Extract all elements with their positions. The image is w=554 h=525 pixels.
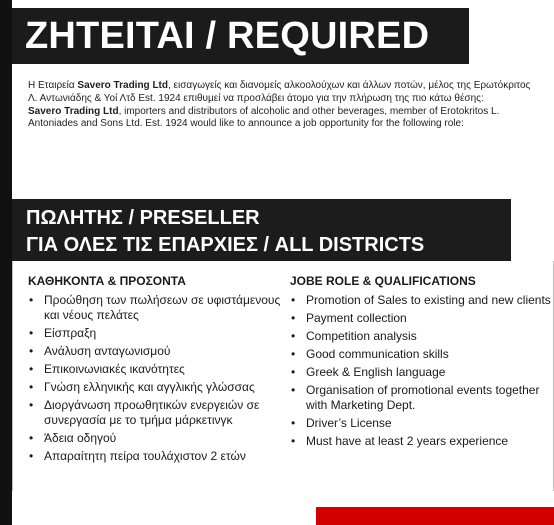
greek-intro-prefix: Η Εταιρεία	[28, 80, 78, 91]
english-duty-item: • Driver’s License	[290, 416, 552, 431]
greek-duty-item: • Επικοινωνιακές ικανότητες	[28, 362, 283, 377]
english-duty-item: • Promotion of Sales to existing and new clients	[290, 293, 552, 308]
english-duties-list	[290, 293, 552, 449]
greek-duty-item: • Προώθηση των πωλήσεων σε υφιστάμενους και νέους πελάτες	[28, 293, 283, 323]
english-duties-column	[290, 274, 552, 452]
english-intro-suffix: , importers and distributors of alcoholic and other beverages, member of Erotokritos L. Antoniades and Sons Ltd. Est. 1924 would like to announce a job opportunity for the following role:	[28, 105, 500, 130]
greek-intro-suffix: , εισαγωγείς και διανομείς αλκοολούχων και άλλων ποτών, μέλος της Ερωτόκριτος Λ. Αντωνιάδης & Υοί Λτδ Est. 1924 επιθυμεί να προσλάβει άτομο για την πλήρωση της πιο κάτω θέσης:	[28, 80, 531, 104]
greek-duties-list	[28, 293, 283, 464]
english-duty-item: • Payment collection	[290, 311, 552, 326]
english-duty-item: • Must have at least 2 years experience	[290, 434, 552, 449]
greek-duty-item: • Διοργάνωση προωθητικών ενεργειών σε συνεργασία με το τμήμα μάρκετινγκ	[28, 398, 283, 428]
role-banner	[12, 199, 511, 261]
english-duty-item: • Competition analysis	[290, 329, 552, 344]
english-intro-paragraph	[28, 106, 534, 132]
greek-duties-column	[28, 274, 283, 467]
english-company-name: Savero Trading Ltd	[28, 105, 119, 117]
english-duty-item: • Good communication skills	[290, 347, 552, 362]
duties-panel	[12, 261, 554, 499]
left-black-rail	[0, 0, 12, 525]
english-duty-item: • Greek & English language	[290, 365, 552, 380]
english-duties-title: JOBE ROLE & QUALIFICATIONS	[290, 274, 476, 288]
english-duty-item: • Organisation of promotional events together with Marketing Dept.	[290, 383, 552, 413]
role-title-line-1: ΠΩΛΗΤΗΣ / PRESELLER	[26, 207, 260, 229]
greek-duty-item: • Είσπραξη	[28, 326, 283, 341]
greek-company-name: Savero Trading Ltd	[77, 80, 168, 91]
greek-duty-item: • Γνώση ελληνικής και αγγλικής γλώσσας	[28, 380, 283, 395]
greek-duty-item: • Απαραίτητη πείρα τουλάχιστον 2 ετών	[28, 449, 283, 464]
page-title-text: ΖΗΤΕΙΤΑΙ / REQUIRED	[25, 15, 430, 57]
page-title	[12, 8, 469, 64]
intro-text-block	[28, 80, 534, 131]
greek-duties-title: ΚΑΘΗΚΟΝΤΑ & ΠΡΟΣΟΝΤΑ	[28, 274, 186, 288]
top-right-white-strip	[468, 0, 554, 62]
role-title-line-2: ΓΙΑ ΟΛΕΣ ΤΙΣ ΕΠΑΡΧΙΕΣ / ALL DISTRICTS	[26, 234, 425, 256]
greek-duty-item: • Άδεια οδηγού	[28, 431, 283, 446]
red-accent-bar	[316, 507, 554, 525]
greek-duty-item: • Ανάλυση ανταγωνισμού	[28, 344, 283, 359]
greek-intro-paragraph	[28, 80, 534, 106]
